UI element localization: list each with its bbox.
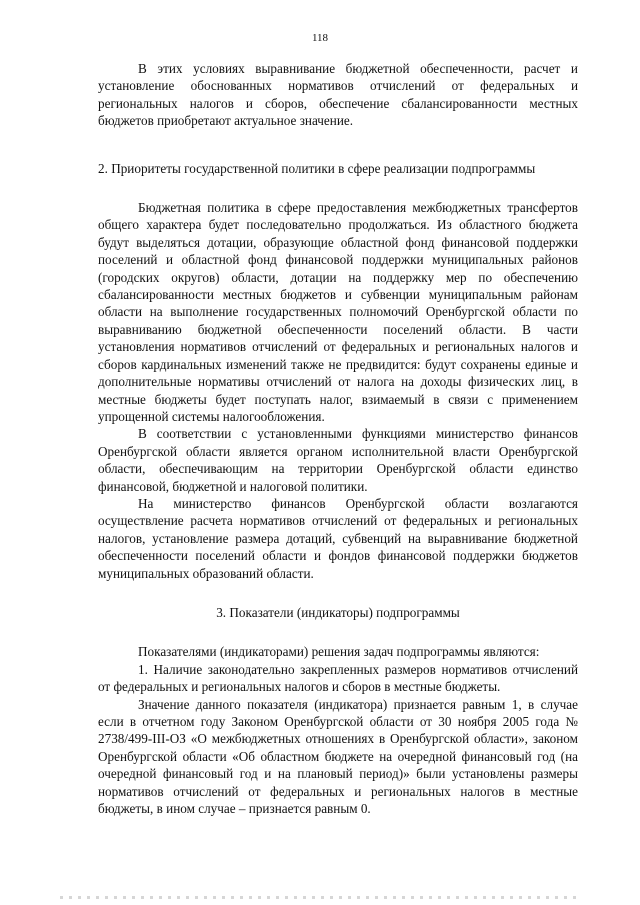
page-number: 118 (311, 32, 329, 44)
section-3-paragraph: Значение данного показателя (индикатора) признается равным 1, в случае если в отчетном году Законом Оренбургской области от 30 ноября 2005 года № 2738/499-III-ОЗ «О межбюджетных отношениях в Оренбургской области», законом Оренбургской области «Об областном бюджете на очередной финансовый год (на очередной финансовый год и на плановый период)» были установлены размеры нормативов отчислений от федеральных и региональных налогов в местные бюджеты, в ином случае – признается равным 0. (98, 696, 578, 817)
section-2-paragraph: Бюджетная политика в сфере предоставления межбюджетных трансфертов общего характера будет последовательно продолжаться. Из областного бюджета будут выделяться дотации, образующие областной фонд финансовой поддержки поселений и областной фонд финансовой поддержки муниципальных районов (городских округов) области, дотации на поддержку мер по обеспечению сбалансированности местных бюджетов и субвенции муниципальным районам области на выполнение государственных полномочий Оренбургской области по выравниванию бюджетной обеспеченности поселений области. В части установления нормативов отчислений от федеральных и региональных налогов и сборов кардинальных изменений также не предвидится: будут сохранены единые и дополнительные нормативы отчислений от налога на доходы физических лиц, в местные бюджеты будет поступать налог, взимаемый в связи с применением упрощенной системы налогообложения. (98, 200, 578, 424)
section-3-heading: 3. Показатели (индикаторы) подпрограммы (216, 604, 460, 620)
scan-artifact-line (60, 896, 580, 899)
section-3-paragraph: Показателями (индикаторами) решения задач подпрограммы являются: (138, 644, 540, 660)
document-body (98, 60, 578, 817)
section-2-heading: 2. Приоритеты государственной политики в сфере реализации подпрограммы (98, 160, 536, 176)
section-2-paragraph: В соответствии с установленными функциями министерство финансов Оренбургской области является органом исполнительной власти Оренбургской области, обеспечивающим на территории Оренбургской области единство финансовой, бюджетной и налоговой политики. (98, 426, 578, 494)
paragraph-intro: В этих условиях выравнивание бюджетной обеспеченности, расчет и установление обоснованных нормативов отчислений от федеральных и региональных налогов и сборов, обеспечение сбалансированности местных бюджетов приобретают актуальное значение. (98, 61, 578, 129)
section-3-paragraph: 1. Наличие законодательно закрепленных размеров нормативов отчислений от федеральных и региональных налогов и сборов в местные бюджеты. (98, 661, 578, 695)
section-2-paragraph: На министерство финансов Оренбургской области возлагаются осуществление расчета нормативов отчислений от федеральных и региональных налогов, установление размера дотаций, субвенций на выравнивание бюджетной обеспеченности поселений области и фондов финансовой поддержки бюджетов муниципальных образований области. (98, 495, 578, 581)
